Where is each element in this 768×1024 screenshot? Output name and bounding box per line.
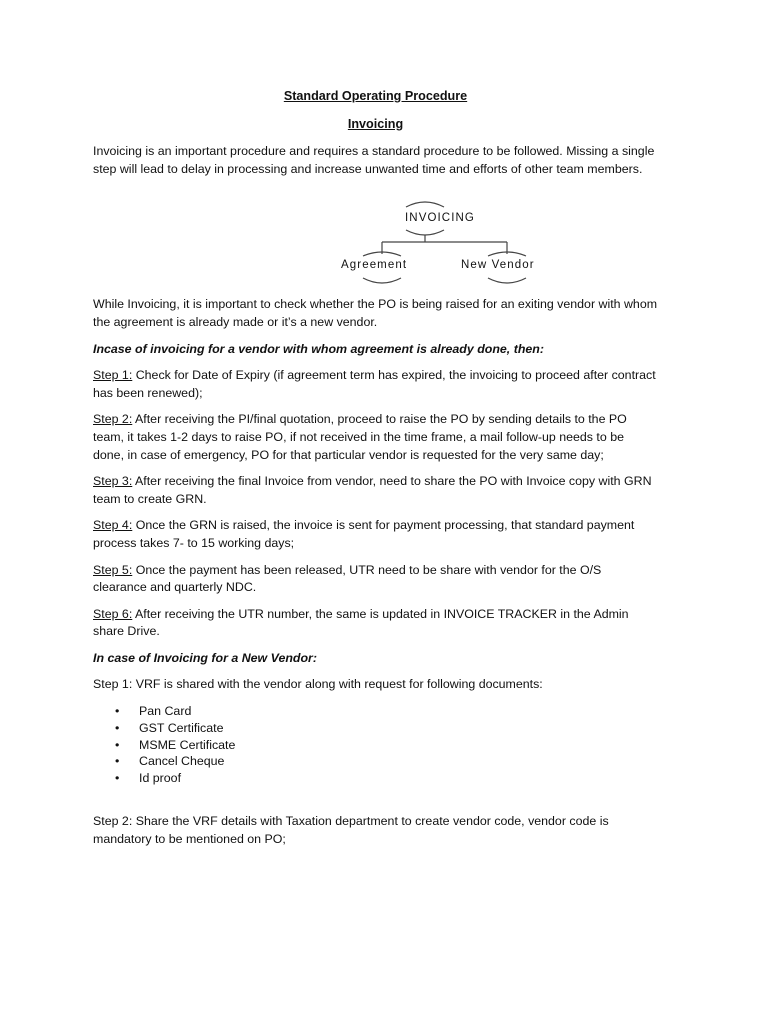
diagram-root-label: INVOICING <box>405 212 475 225</box>
new-vendor-step-2: Step 2: Share the VRF details with Taxation department to create vendor code, vendor code is mandatory to be mentioned on PO; <box>93 814 609 846</box>
document-item-label: Cancel Cheque <box>139 754 225 769</box>
bullet-icon: • <box>115 720 120 735</box>
right-bottom-arc <box>488 278 526 283</box>
bullet-icon: • <box>115 704 120 719</box>
step-3-label: Step 3: <box>93 474 133 489</box>
new-vendor-step-1: Step 1: VRF is shared with the vendor along with request for following documents: <box>93 677 543 692</box>
document-item-label: Pan Card <box>139 704 192 719</box>
root-bottom-arc <box>406 230 444 235</box>
bullet-icon: • <box>115 771 120 786</box>
step-1-text: Check for Date of Expiry (if agreement term has expired, the invoicing to proceed after contract has been renewed); <box>93 368 656 400</box>
check-paragraph: While Invoicing, it is important to check whether the PO is being raised for an exiting vendor with whom the agreement is already made or it’s a new vendor. <box>93 297 658 329</box>
root-top-arc <box>406 202 444 207</box>
required-documents-list <box>93 703 658 787</box>
diagram-agreement-label: Agreement <box>341 259 408 272</box>
document-item-label: GST Certificate <box>139 720 224 735</box>
step-5-label: Step 5: <box>93 562 133 577</box>
step-2-label: Step 2: <box>93 412 133 427</box>
document-subtitle: Invoicing <box>347 116 404 131</box>
list-item <box>93 737 658 754</box>
invoicing-diagram <box>93 178 658 296</box>
diagram-connectors <box>93 178 658 296</box>
step-4-text: Once the GRN is raised, the invoice is sent for payment processing, that standard payment process takes 7- to 15 working days; <box>93 518 635 550</box>
bullet-icon: • <box>115 754 120 769</box>
document-item-label: MSME Certificate <box>139 737 236 752</box>
left-bottom-arc <box>363 278 401 283</box>
list-item <box>93 753 658 770</box>
step-3-text: After receiving the final Invoice from vendor, need to share the PO with Invoice copy with GRN team to create GRN. <box>93 474 652 506</box>
step-5 <box>93 562 658 597</box>
bullet-icon: • <box>115 737 120 752</box>
step-1 <box>93 367 658 402</box>
step-4 <box>93 517 658 552</box>
diagram-new-vendor-label: New Vendor <box>461 259 535 272</box>
step-2-text: After receiving the PI/final quotation, proceed to raise the PO by sending details to the PO team, it takes 1-2 days to raise PO, if not received in the time frame, a mail follow-up needs to be done, in case of emergency, PO for that particular vendor is requested for the very same day; <box>93 412 627 462</box>
list-item <box>93 720 658 737</box>
intro-paragraph: Invoicing is an important procedure and requires a standard procedure to be followed. Missing a single step will lead to delay in processing and increase unwanted time and efforts of other team members. <box>93 144 655 176</box>
step-6 <box>93 606 658 641</box>
step-4-label: Step 4: <box>93 518 133 533</box>
step-1-label: Step 1: <box>93 368 133 383</box>
document-body <box>93 88 658 857</box>
document-item-label: Id proof <box>139 771 182 786</box>
step-5-text: Once the payment has been released, UTR need to be share with vendor for the O/S clearance and quarterly NDC. <box>93 562 602 595</box>
step-6-label: Step 6: <box>93 606 133 621</box>
step-6-text: After receiving the UTR number, the same is updated in INVOICE TRACKER in the Admin share Drive. <box>93 606 629 639</box>
list-item <box>93 770 658 787</box>
step-3 <box>93 473 658 508</box>
step-2 <box>93 411 658 464</box>
list-item <box>93 703 658 720</box>
document-title: Standard Operating Procedure <box>283 89 468 103</box>
section1-heading: Incase of invoicing for a vendor with whom agreement is already done, then: <box>93 341 544 356</box>
section2-heading: In case of Invoicing for a New Vendor: <box>93 650 317 665</box>
